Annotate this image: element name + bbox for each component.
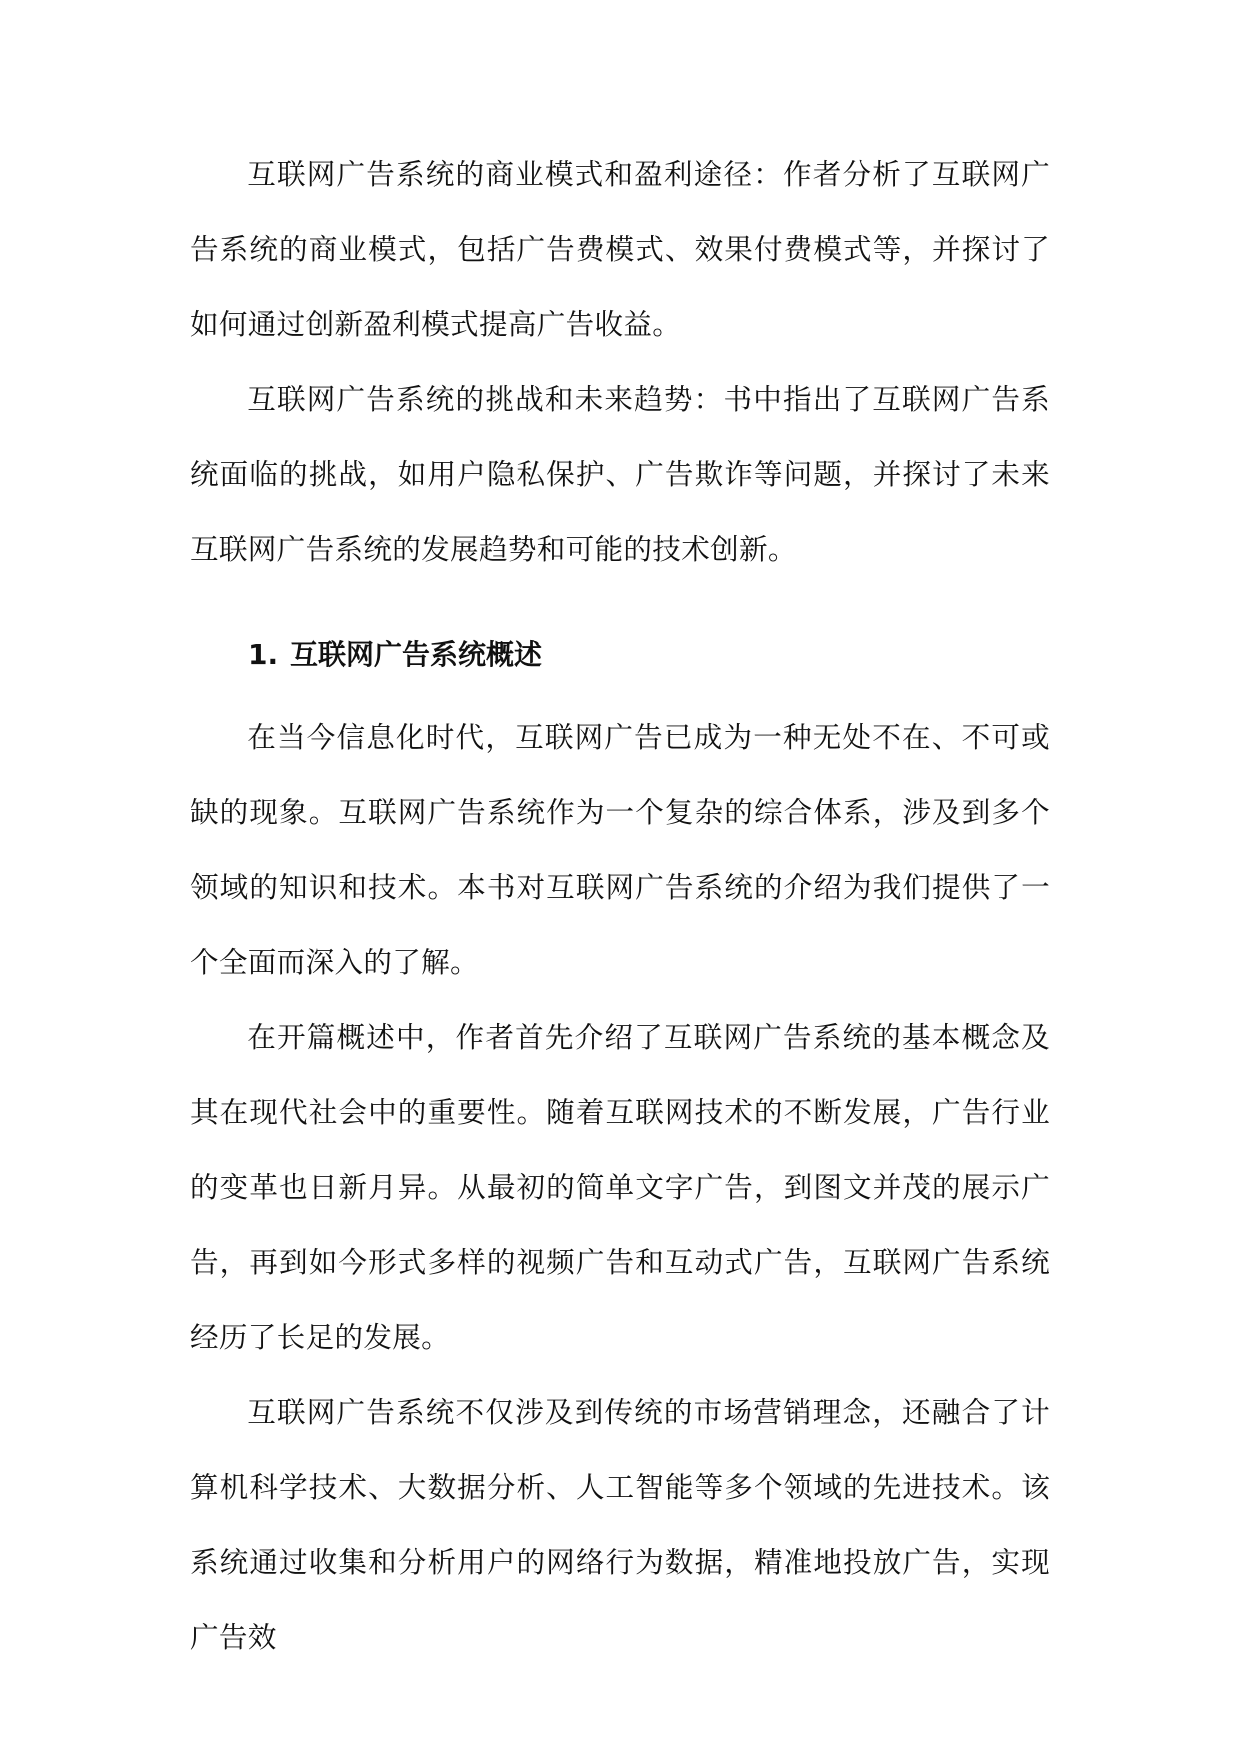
- paragraph-business-model: 互联网广告系统的商业模式和盈利途径：作者分析了互联网广告系统的商业模式，包括广告费模式、效果付费模式等，并探讨了如何通过创新盈利模式提高广告收益。: [190, 157, 1050, 341]
- section-number: 1.: [248, 638, 279, 671]
- section-heading: [248, 625, 542, 685]
- paragraph-overview: 在开篇概述中，作者首先介绍了互联网广告系统的基本概念及其在现代社会中的重要性。随着互联网技术的不断发展，广告行业的变革也日新月异。从最初的简单文字广告，到图文并茂的展示广告，再到如今形式多样的视频广告和互动式广告，互联网广告系统经历了长足的发展。: [190, 1020, 1050, 1354]
- section-title: 互联网广告系统概述: [290, 638, 543, 671]
- paragraph-technology: 互联网广告系统不仅涉及到传统的市场营销理念，还融合了计算机科学技术、大数据分析、人工智能等多个领域的先进技术。该系统通过收集和分析用户的网络行为数据，精准地投放广告，实现广告效: [190, 1395, 1050, 1654]
- paragraph-challenges-trends: 互联网广告系统的挑战和未来趋势：书中指出了互联网广告系统面临的挑战，如用户隐私保护、广告欺诈等问题，并探讨了未来互联网广告系统的发展趋势和可能的技术创新。: [190, 382, 1050, 566]
- paragraph-intro: 在当今信息化时代，互联网广告已成为一种无处不在、不可或缺的现象。互联网广告系统作为一个复杂的综合体系，涉及到多个领域的知识和技术。本书对互联网广告系统的介绍为我们提供了一个全面而深入的了解。: [190, 720, 1050, 979]
